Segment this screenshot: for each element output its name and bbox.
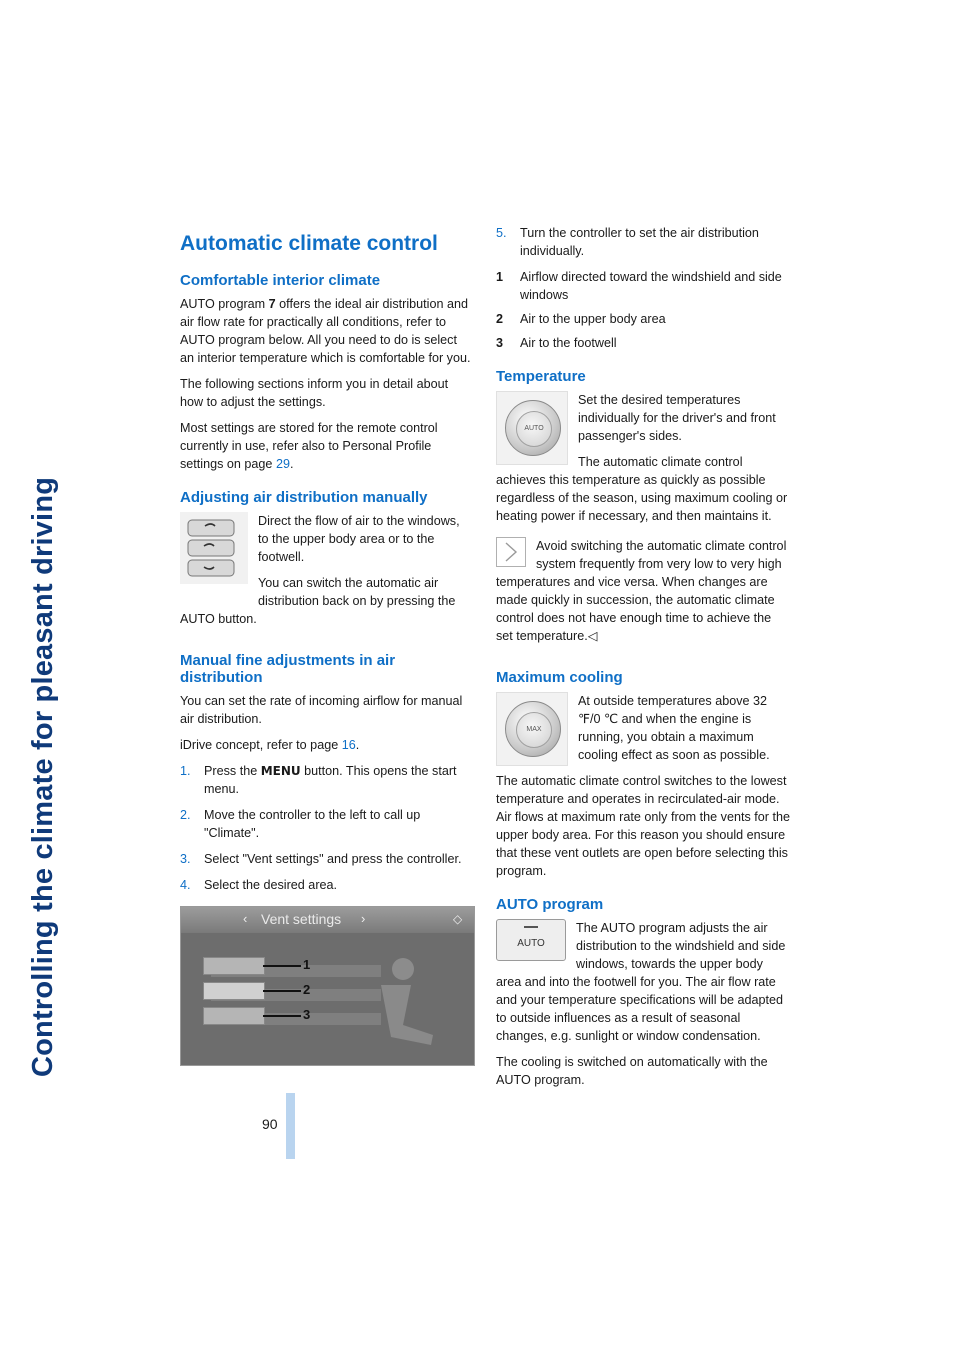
right-column <box>496 224 790 1097</box>
knob-frame <box>496 692 568 766</box>
text: . <box>289 457 294 471</box>
text: iDrive concept, refer to page <box>180 738 342 752</box>
heading-fine-adjustments: Manual fine adjustments in air distribution <box>180 652 396 686</box>
chevron-left-icon: ‹ <box>243 911 248 926</box>
text: Most settings are stored for the remote control currently in use, refer also to Personal Profile settings on page <box>180 421 438 471</box>
callout-line <box>263 965 301 967</box>
paragraph: The automatic climate control switches to the lowest temperature and operates in recirculated-air mode. Air flows at maximum rate only from the vents for the upper body area. For this reason you should ensure that these vent outlets are open before selecting this program. <box>496 774 790 878</box>
knob-label: AUTO <box>516 411 552 447</box>
heading-adjust-air-distribution: Adjusting air distribution manually <box>180 489 428 506</box>
note-text: Avoid switching the automatic climate control system frequently from very low to very high temperatures and vice versa. When changes are made quickly in succession, the automatic climate control does not have enough time to achieve the set temperature. <box>496 539 787 643</box>
legend-text: Airflow directed toward the windshield and side windows <box>520 270 782 302</box>
text: . <box>355 738 360 752</box>
heading-temperature: Temperature <box>496 368 586 385</box>
paragraph: The cooling is switched on automatically with the AUTO program. <box>496 1055 768 1087</box>
auto-button-icon <box>496 919 566 961</box>
step-item <box>180 762 472 798</box>
legend-text: Air to the footwell <box>520 336 617 350</box>
auto-button-image <box>496 919 566 961</box>
vent-slot-footwell <box>203 1007 265 1025</box>
note-arrow-icon <box>496 537 526 567</box>
step-item <box>180 850 472 868</box>
controller-icon: ◇ <box>453 912 463 926</box>
heading-comfortable-climate: Comfortable interior climate <box>180 272 381 289</box>
callout-number: 2 <box>303 982 311 997</box>
air-distribution-buttons-icon <box>180 512 248 584</box>
text: offers the ideal air distribution and air flow rate for practically all conditions, refer to AUTO program below. All you need to do is select an interior temperature which is comfortable for you. <box>180 297 471 365</box>
paragraph: The AUTO program adjusts the air distribution to the windshield and side windows, towards the upper body area and into the footwell for you. The air flow rate and your temperature specifications will be adapted to outside influences as a result of seasonal changes, e.g. sunlight or window condensation. <box>496 921 786 1043</box>
program-number: 7 <box>268 297 276 311</box>
step-number: 4. <box>180 878 191 892</box>
auto-button-label: AUTO <box>517 938 545 949</box>
callout-number: 1 <box>303 957 311 972</box>
text: Press the <box>204 764 261 778</box>
menu-button-label: MENU <box>260 764 301 778</box>
paragraph <box>496 537 790 645</box>
legend-number: 2 <box>496 312 504 326</box>
temperature-knob-icon <box>505 400 561 456</box>
note-block <box>496 537 790 645</box>
step-text: Move the controller to the left to call up "Climate". <box>204 808 421 840</box>
paragraph: Direct the flow of air to the windows, to the upper body area or to the footwell. <box>258 514 460 564</box>
paragraph: The automatic climate control achieves this temperature as quickly as possible regardless of the season, using maximum cooling or heating power if necessary, and then maintains it. <box>496 455 788 523</box>
paragraph: You can set the rate of incoming airflow for manual air distribution. <box>180 694 463 726</box>
page-number-bar <box>286 1093 295 1159</box>
step-item <box>180 876 472 894</box>
screen-title: Vent settings <box>261 911 342 927</box>
legend-text: Air to the upper body area <box>520 312 666 326</box>
left-column <box>180 224 472 1066</box>
paragraph: You can switch the automatic air distribution back on by pressing the AUTO button. <box>180 576 456 626</box>
step-item <box>496 224 790 260</box>
page-number: 90 <box>262 1116 278 1132</box>
heading-maximum-cooling: Maximum cooling <box>496 669 623 686</box>
step-text: Turn the controller to set the air distribution individually. <box>520 226 759 258</box>
page-title: Automatic climate control <box>180 232 438 255</box>
end-marker-icon: ◁ <box>587 629 598 643</box>
paragraph: Set the desired temperatures individually for the driver's and front passenger's sides. <box>578 393 776 443</box>
paragraph <box>180 295 472 367</box>
legend-item <box>496 334 790 352</box>
step-number: 5. <box>496 226 507 240</box>
step-number: 3. <box>180 852 191 866</box>
callout-line <box>263 1015 301 1017</box>
step-number: 1. <box>180 764 191 778</box>
callout-line <box>263 990 301 992</box>
max-cooling-knob-icon <box>505 701 561 757</box>
knob-frame <box>496 391 568 465</box>
step-item <box>180 806 472 842</box>
indicator-led <box>524 926 538 928</box>
page-link-29[interactable]: 29 <box>275 457 290 471</box>
step-text <box>204 762 472 798</box>
temperature-knob-image <box>496 391 568 465</box>
vent-slot-windshield <box>203 957 265 975</box>
side-section-title <box>2 20 59 1110</box>
max-cooling-knob-image <box>496 692 568 766</box>
vent-settings-screen-image <box>180 906 475 1066</box>
side-section-title-text: Controlling the climate for pleasant driving <box>27 476 59 1077</box>
legend-number: 3 <box>496 336 504 350</box>
paragraph: At outside temperatures above 32 ℉/0 ℃ and when the engine is running, you obtain a maximum cooling effect as soon as possible. <box>578 694 770 762</box>
paragraph: The following sections inform you in detail about how to adjust the settings. <box>180 377 449 409</box>
page-link-16[interactable]: 16 <box>341 738 356 752</box>
step-number: 2. <box>180 808 191 822</box>
legend-item <box>496 310 790 328</box>
step-text: Select "Vent settings" and press the controller. <box>204 852 462 866</box>
knob-label: MAX <box>516 712 552 748</box>
legend-number: 1 <box>496 270 504 284</box>
text: button. This opens the start menu. <box>204 764 457 796</box>
air-distribution-buttons-image <box>180 512 248 589</box>
chevron-right-icon: › <box>361 911 366 926</box>
callout-number: 3 <box>303 1007 311 1022</box>
text: AUTO program <box>180 297 269 311</box>
legend-item <box>496 268 790 304</box>
vent-slot-upper-body <box>203 982 265 1000</box>
heading-auto-program: AUTO program <box>496 896 604 913</box>
step-text: Select the desired area. <box>204 878 338 892</box>
paragraph <box>180 419 472 473</box>
paragraph <box>180 736 472 754</box>
